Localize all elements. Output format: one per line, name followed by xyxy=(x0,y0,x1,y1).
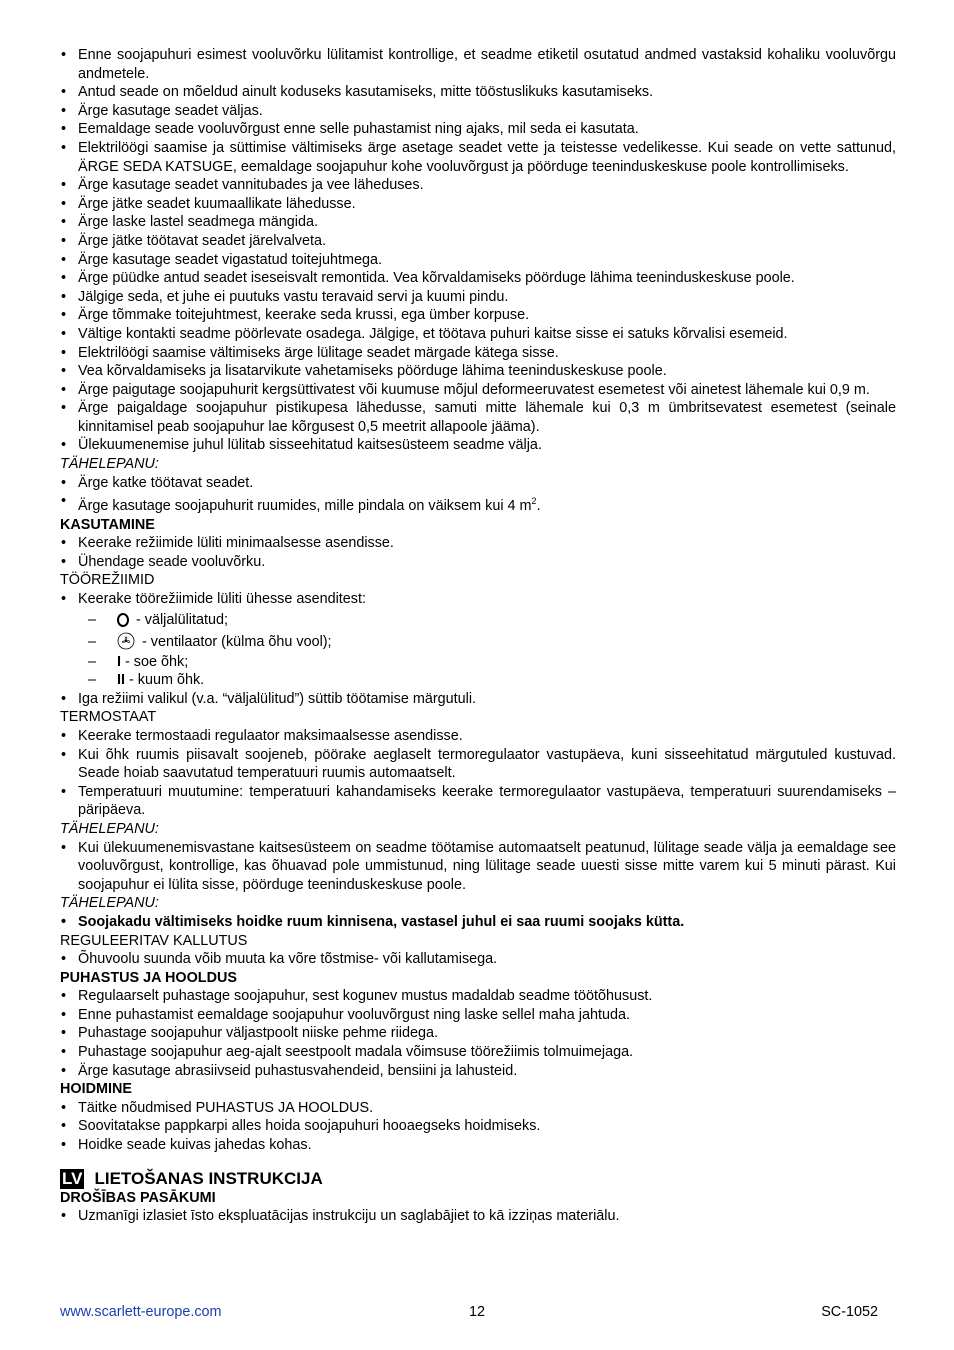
page-footer xyxy=(60,1303,878,1323)
list-item: • Ärge paigutage soojapuhurit kergsüttivatest või kuumuse mõjul deformeeruvatest esemetest või ainetest lähemale kui 0,9 m. xyxy=(60,381,896,400)
list-item: • Keerake töörežiimide lüliti ühesse asenditest: xyxy=(60,590,896,609)
mode-item-hot xyxy=(60,671,896,690)
list-item: • Ärge laske lastel seadmega mängida. xyxy=(60,213,896,232)
modes-after-list xyxy=(60,690,896,709)
language-section-title xyxy=(60,1169,896,1189)
list-item: • Enne soojapuhuri esimest vooluvõrku lülitamist kontrollige, et seadme etiketil osutatud andmed vastaksid kohaliku vooluvõrgu andmetele. xyxy=(60,46,896,83)
storage-list xyxy=(60,1099,896,1155)
section-heading-storage: HOIDMINE xyxy=(60,1081,132,1098)
list-item: • Kui ülekuumenemisvastane kaitsesüsteem on seadme töötamise automaatselt peatunud, lülitage seade välja ja eemaldage see vooluvõrgust, kontrollige, kas õhuavad pole ummistunud, ning lülitage seade uuesti sisse mitte varem kui 5 minuti pärast. Kui soojapuhur ei lülita sisse, pöörduge teeninduskeskuse poole. xyxy=(60,839,896,895)
list-item: • Ühendage seade vooluvõrku. xyxy=(60,553,896,572)
mode-symbol: II xyxy=(117,672,125,689)
list-item: • Ärge jätke töötavat seadet järelvalveta. xyxy=(60,232,896,251)
list-item: • Elektrilöögi saamise ja süttimise vältimiseks ärge asetage seadet vette ja teistesse vedelikesse. Kui seade on vette sattunud, ÄRGE SEDA KATSUGE, eemaldage soojapuhur kohe vooluvõrgust ja pöörduge teeninduskeskuse poole kontrollimiseks. xyxy=(60,139,896,176)
modes-list xyxy=(60,609,896,690)
safety-list-lv xyxy=(60,1207,896,1226)
list-item: • Uzmanīgi izlasiet īsto ekspluatācijas instrukciju un saglabājiet to kā izziņas materiālu. xyxy=(60,1207,896,1226)
section-heading-safety-lv: DROŠĪBAS PASĀKUMI xyxy=(60,1189,216,1206)
page-number: 12 xyxy=(469,1304,486,1320)
mode-item-off xyxy=(60,609,896,631)
list-item: • Õhuvoolu suunda võib muuta ka võre tõstmise- või kallutamisega. xyxy=(60,950,896,969)
list-item: • Ärge kasutage abrasiivseid puhastusvahendeid, bensiini ja lahusteid. xyxy=(60,1062,896,1081)
superscript: 2 xyxy=(531,496,537,507)
list-item: • Ärge katke töötavat seadet. xyxy=(60,474,896,493)
website-link[interactable]: www.scarlett-europe.com xyxy=(60,1304,222,1320)
language-tag: LV xyxy=(62,1168,83,1188)
section-heading-modes: TÖÖREŽIIMID xyxy=(60,572,155,589)
language-section-heading: LIETOŠANAS INSTRUKCIJA xyxy=(94,1168,323,1188)
note-list xyxy=(60,839,896,895)
list-item: • Soovitatakse pappkarpi alles hoida soojapuhuri hooaegseks hoidmiseks. xyxy=(60,1117,896,1136)
list-item: • Antud seade on mõeldud ainult koduseks kasutamiseks, mitte tööstuslikuks kasutamiseks. xyxy=(60,83,896,102)
list-item-text: Ärge kasutage soojapuhurit ruumides, mille pindala on väiksem kui 4 m xyxy=(78,498,532,515)
note-label: TÄHELEPANU: xyxy=(60,895,159,912)
mode-text: - väljalülitatud; xyxy=(132,611,228,628)
model-number: SC-1052 xyxy=(821,1304,878,1320)
cleaning-list xyxy=(60,987,896,1080)
list-item: • Kui õhk ruumis piisavalt soojeneb, pöörake aeglaselt termoregulaator vastupäeva, kuni sisseehitatud märgutuled kustuvad. Seade hoiab saavutatud temperatuuri ruumis automaatselt. xyxy=(60,746,896,783)
thermostat-list xyxy=(60,727,896,820)
fan-icon xyxy=(117,632,135,650)
mode-text: - soe õhk; xyxy=(121,653,189,670)
document-page xyxy=(60,46,896,1226)
list-item xyxy=(60,492,896,515)
list-item: • Regulaarselt puhastage soojapuhur, sest kogunev mustus madaldab seadme töötõhusust. xyxy=(60,987,896,1006)
usage-list xyxy=(60,534,896,571)
list-item: • Ärge kasutage seadet väljas. xyxy=(60,102,896,121)
list-item: • Ülekuumenemise juhul lülitab sisseehitatud kaitsesüsteem seadme välja. xyxy=(60,436,896,455)
mode-text: - ventilaator (külma õhu vool); xyxy=(138,633,332,650)
list-item: • Ärge kasutage seadet vannitubades ja vee läheduses. xyxy=(60,176,896,195)
mode-item-fan xyxy=(60,631,896,653)
list-item: • Vea kõrvaldamiseks ja lisatarvikute vahetamiseks pöörduge lähima teeninduskeskuse poole. xyxy=(60,362,896,381)
list-item: • Täitke nõudmised PUHASTUS JA HOOLDUS. xyxy=(60,1099,896,1118)
mode-symbol: I xyxy=(117,653,121,670)
list-item: • Keerake režiimide lüliti minimaalsesse asendisse. xyxy=(60,534,896,553)
list-item-end: . xyxy=(536,498,541,515)
list-item: • Hoidke seade kuivas jahedas kohas. xyxy=(60,1136,896,1155)
list-item: • Elektrilöögi saamise vältimiseks ärge lülitage seadet märgade kätega sisse. xyxy=(60,344,896,363)
list-item: • Temperatuuri muutumine: temperatuuri kahandamiseks keerake termoregulaator vastupäeva, temperatuuri suurendamiseks – päripäeva. xyxy=(60,783,896,820)
list-item: • Soojakadu vältimiseks hoidke ruum kinnisena, vastasel juhul ei saa ruumi soojaks kütta. xyxy=(60,913,896,932)
list-item: • Ärge paigaldage soojapuhur pistikupesa lähedusse, samuti mitte lähemale kui 0,3 m ümbritsevatest esemetest (seinale kinnitamisel peab soojapuhur lae kõrgusest 0,5 meetrit allapoole jääma). xyxy=(60,399,896,436)
list-item: • Ärge püüdke antud seadet iseseisvalt remontida. Vea kõrvaldamiseks pöörduge lähima teeninduskeskuse poole. xyxy=(60,269,896,288)
list-item: • Eemaldage seade vooluvõrgust enne selle puhastamist ning ajaks, mil seda ei kasutata. xyxy=(60,120,896,139)
mode-text: - kuum õhk. xyxy=(125,672,205,689)
note-label: TÄHELEPANU: xyxy=(60,820,159,837)
list-item: • Keerake termostaadi regulaator maksimaalsesse asendisse. xyxy=(60,727,896,746)
mode-item-warm xyxy=(60,653,896,672)
note-label: TÄHELEPANU: xyxy=(60,456,159,473)
list-item: • Iga režiimi valikul (v.a. “väljalülitud”) süttib töötamise märgutuli. xyxy=(60,690,896,709)
safety-list xyxy=(60,46,896,455)
list-item: • Ärge kasutage seadet vigastatud toitejuhtmega. xyxy=(60,251,896,270)
section-heading-thermostat: TERMOSTAAT xyxy=(60,709,157,726)
list-item: • Puhastage soojapuhur väljastpoolt niiske pehme riidega. xyxy=(60,1024,896,1043)
section-heading-cleaning: PUHASTUS JA HOOLDUS xyxy=(60,969,237,986)
list-item: • Puhastage soojapuhur aeg-ajalt seestpoolt madala võimsuse töörežiimis tolmuimejaga. xyxy=(60,1043,896,1062)
list-item: • Vältige kontakti seadme pöörlevate osadega. Jälgige, et töötava puhuri kaitse sisse ei satuks kõrvalisi esemeid. xyxy=(60,325,896,344)
list-item: • Ärge jätke seadet kuumaallikate lähedusse. xyxy=(60,195,896,214)
tilt-list xyxy=(60,950,896,969)
note-list xyxy=(60,913,896,932)
power-off-circle-icon xyxy=(117,613,129,627)
note-list xyxy=(60,474,896,516)
section-heading-usage: KASUTAMINE xyxy=(60,516,155,533)
section-heading-tilt: REGULEERITAV KALLUTUS xyxy=(60,932,248,949)
list-item: • Jälgige seda, et juhe ei puutuks vastu teravaid servi ja kuumi pindu. xyxy=(60,288,896,307)
list-item: • Ärge tõmmake toitejuhtmest, keerake seda krussi, ega ümber korpuse. xyxy=(60,306,896,325)
list-item: • Enne puhastamist eemaldage soojapuhur vooluvõrgust ning laske sellel maha jahtuda. xyxy=(60,1006,896,1025)
modes-intro-list xyxy=(60,590,896,609)
